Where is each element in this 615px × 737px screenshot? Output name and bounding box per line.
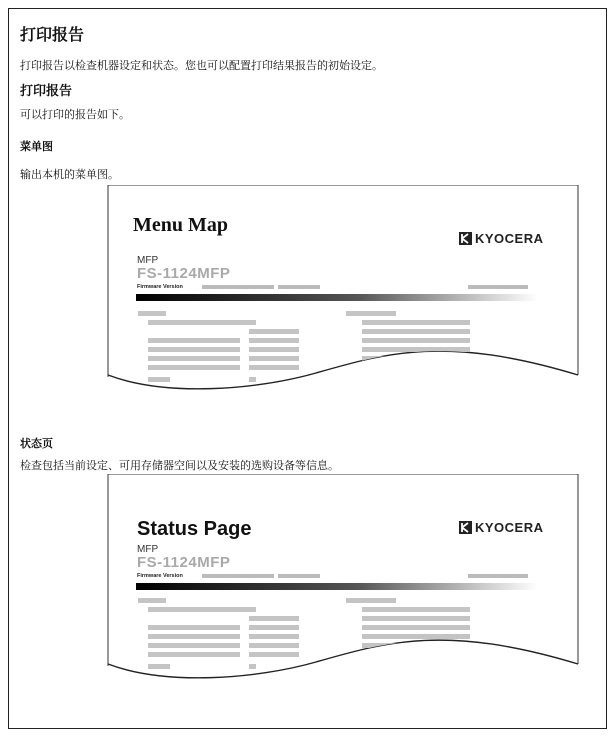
menu-map-report-title: Menu Map [133,214,228,236]
section-text: 可以打印的报告如下。 [20,108,130,121]
kyocera-logo-icon [459,232,472,245]
menu-map-sample [106,185,586,390]
status-page-brand-text: KYOCERA [475,520,544,535]
status-page-firmware-label: Firmware Version [137,573,183,579]
status-page-sample [106,474,586,679]
status-page-heading: 状态页 [20,437,53,450]
page-title: 打印报告 [20,25,85,44]
menu-map-mfp-label: MFP [137,255,159,266]
menu-map-firmware-label: Firmware Version [137,284,183,290]
menu-map-brand-text: KYOCERA [475,231,544,246]
status-page-mfp-label: MFP [137,544,159,555]
status-page-description: 检查包括当前设定、可用存储器空间以及安装的选购设备等信息。 [20,459,339,472]
intro-text: 打印报告以检查机器设定和状态。您也可以配置打印结果报告的初始设定。 [20,59,383,72]
menu-map-brand [459,231,544,246]
status-page-model: FS-1124MFP [137,554,231,571]
menu-map-heading: 菜单图 [20,140,53,153]
menu-map-model: FS-1124MFP [137,265,231,282]
menu-map-description: 输出本机的菜单图。 [20,168,119,181]
status-page-brand [459,520,544,535]
section-heading: 打印报告 [20,84,73,99]
kyocera-logo-icon [459,521,472,534]
status-page-report-title: Status Page [137,518,252,540]
